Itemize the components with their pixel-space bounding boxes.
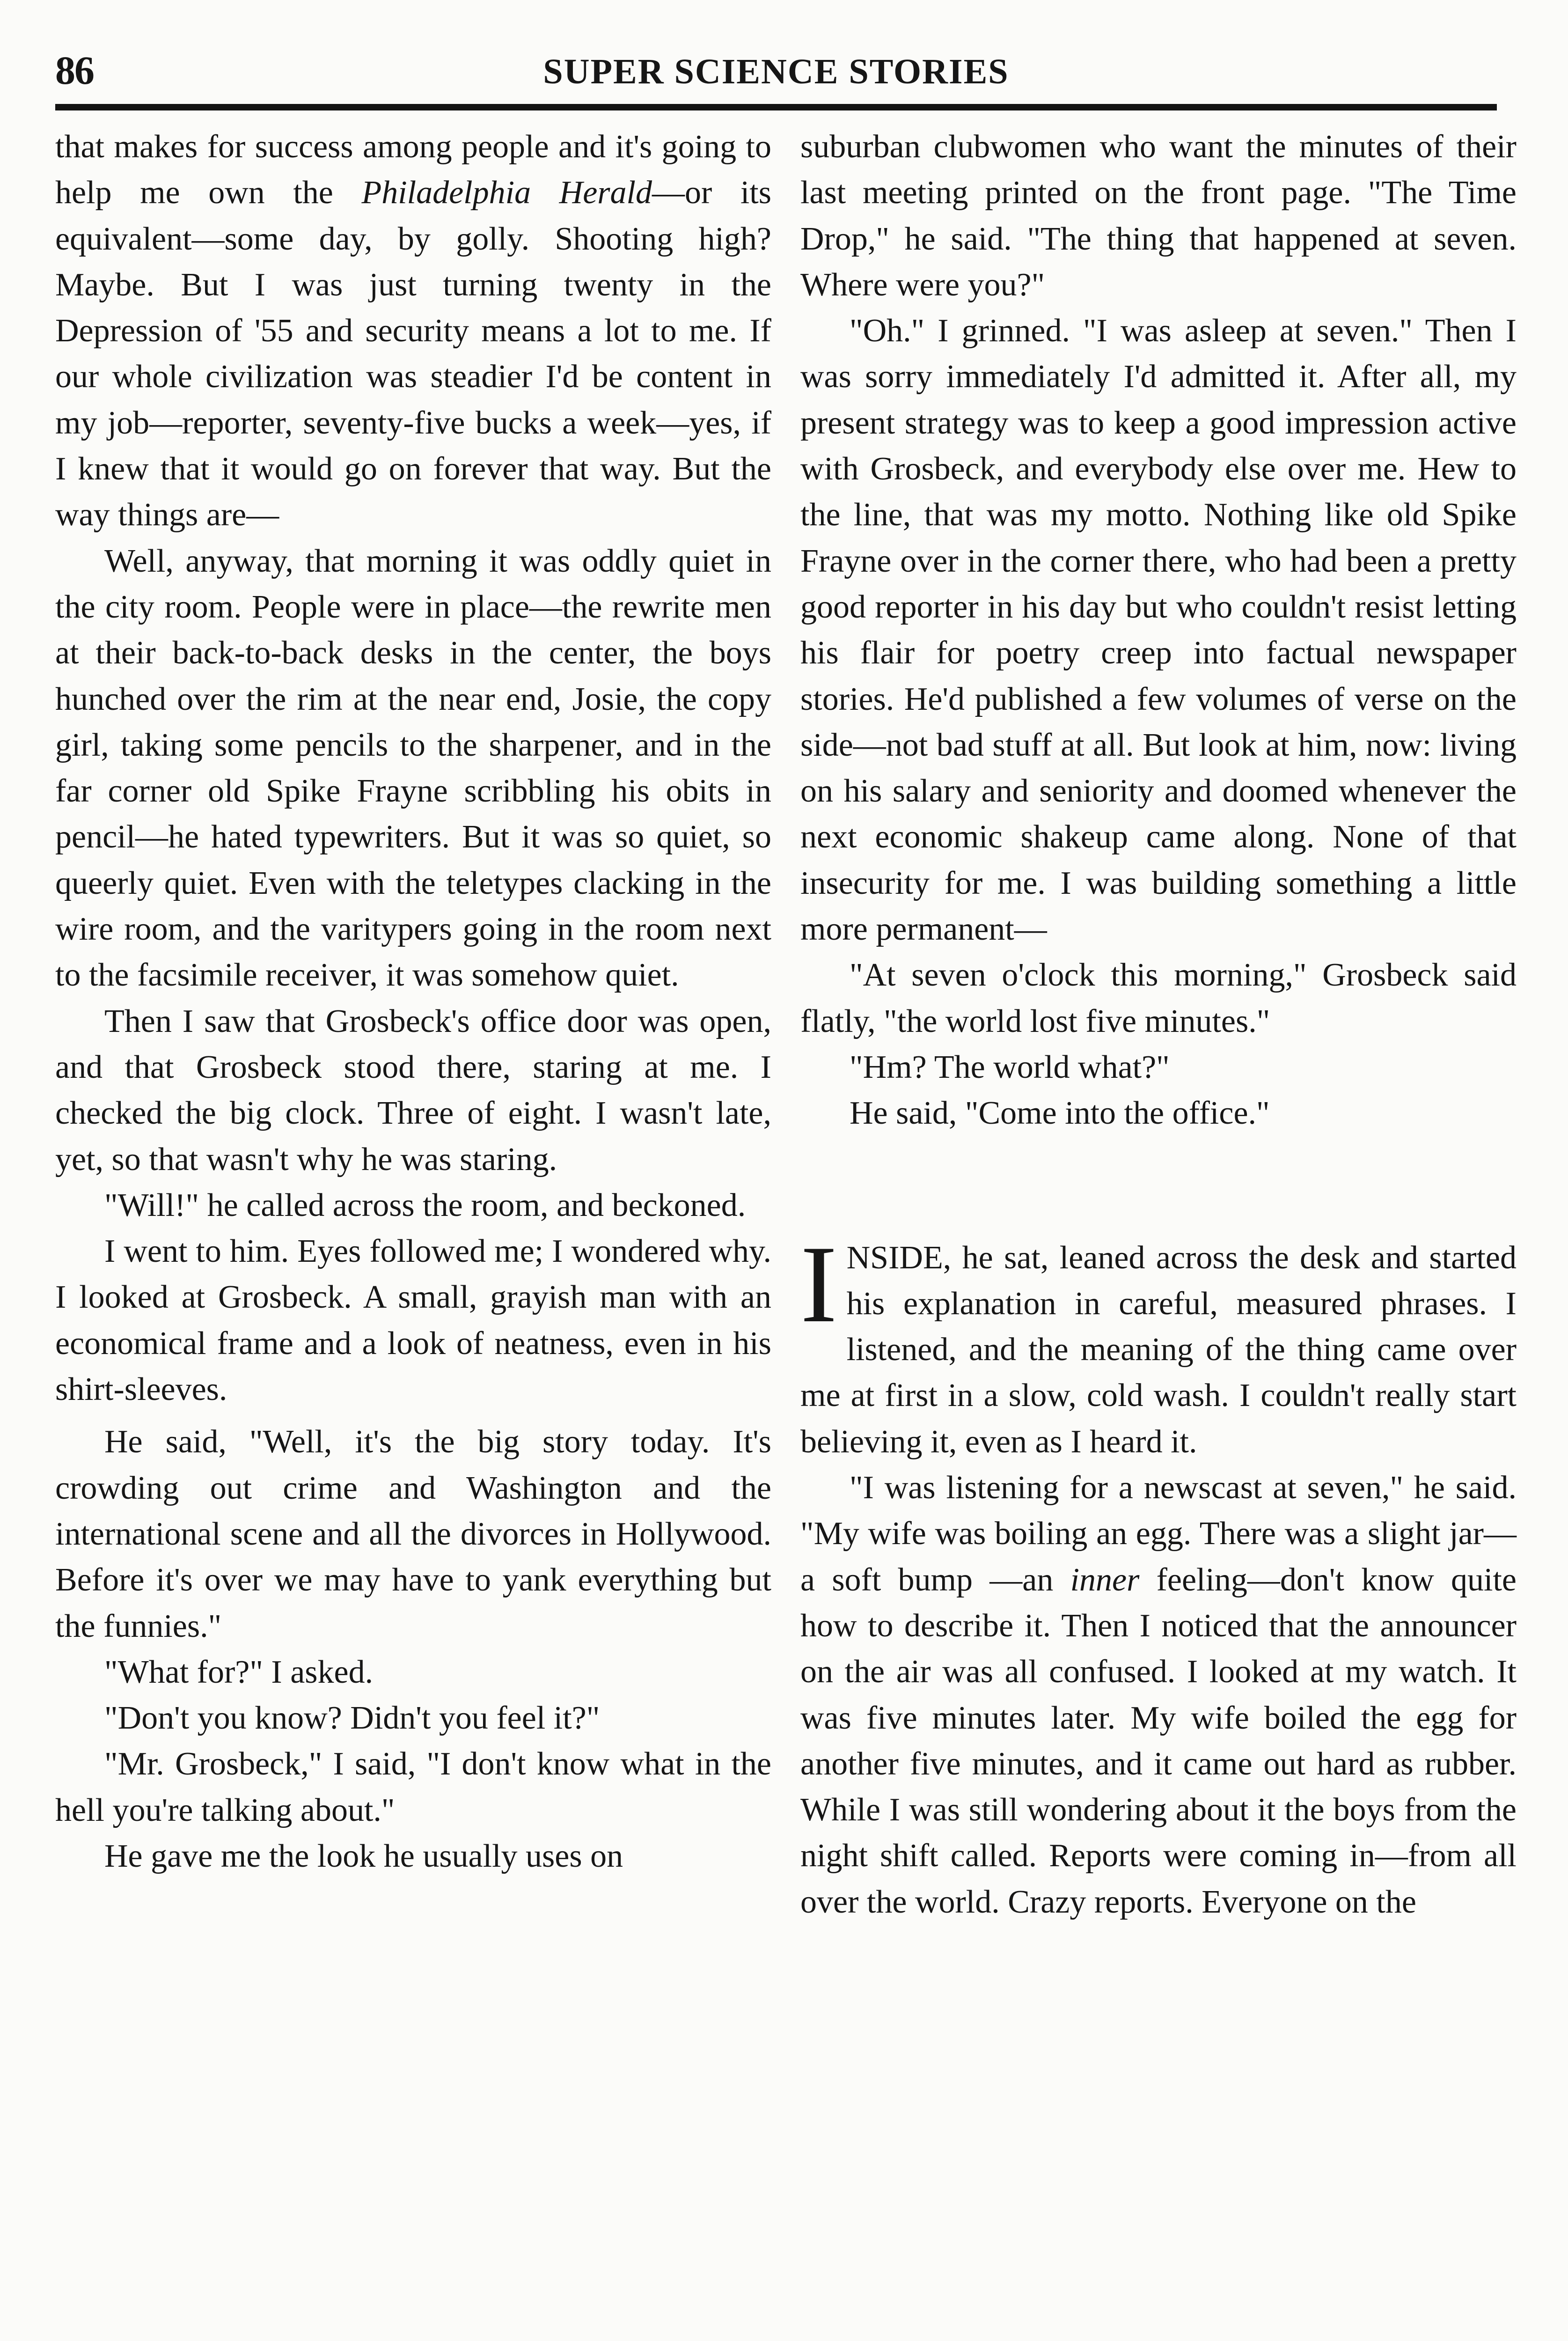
paragraph: "Hm? The world what?" [850, 1049, 1170, 1085]
text-run: that makes for success among people and it's going to help me own the [55, 129, 771, 211]
paragraph: I went to him. Eyes followed me; I wondered why. I looked at Grosbeck. A small, grayish man with an economical frame and a look of neatness, even in his shirt-sleeves. [55, 1233, 771, 1408]
paragraph: "Don't you know? Didn't you feel it?" [104, 1700, 600, 1737]
paragraph: He gave me the look he usually uses on [104, 1838, 623, 1874]
paragraph: "Oh." I grinned. "I was asleep at seven." Then I was sorry immediately I'd admitted it. After all, my present strategy was to keep a good impression active with Grosbeck, and everybody else over me. Hew to the line, that was my motto. Nothing like old Spike Frayne over in the corner there, who had been a pretty good reporter in his day but who couldn't resist letting his flair for poetry creep into factual newspaper stories. He'd published a few volumes of verse on the side—not bad stuff at all. But look at him, now: living on his salary and seniority and doomed whenever the next economic shakeup came along. None of that insecurity for me. I was building something a little more permanent— [800, 313, 1517, 948]
section-break [800, 1137, 1517, 1235]
paragraph: He said, "Come into the office." [850, 1095, 1270, 1132]
paragraph: Then I saw that Grosbeck's office door was open, and that Grosbeck stood there, staring at me. I checked the big clock. Three of eight. I wasn't late, yet, so that wasn't why he was staring. [55, 1003, 771, 1178]
running-head: SUPER SCIENCE STORIES [543, 52, 1009, 91]
right-column [800, 124, 1517, 1925]
text-run: —or its equivalent—some day, by golly. Shooting high? Maybe. But I was just turning twenty in the Depression of '55 and security means a lot to me. If our whole civilization was steadier I'd be content in my job—reporter, seventy-five bucks a week—yes, if I knew that it would go on forever that way. But the way things are— [55, 175, 772, 533]
paragraph: "Mr. Grosbeck," I said, "I don't know what in the hell you're talking about." [55, 1746, 771, 1828]
paragraph [55, 124, 771, 538]
paragraph: suburban clubwomen who want the minutes of their last meeting printed on the front page. "The Time Drop," he said. "The thing that happened at seven. Where were you?" [800, 129, 1517, 303]
italic-run: Philadelphia Herald [361, 175, 652, 211]
page-number: 86 [55, 48, 94, 93]
italic-run: inner [1070, 1561, 1140, 1598]
paragraph: "Will!" he called across the room, and beckoned. [104, 1187, 746, 1223]
text-run: "I was listening for a newscast at seven," he said. "My wife was boiling an egg. There was a slight jar—a soft bump —an [800, 1470, 1517, 1598]
text-run: NSIDE, he sat, leaned across the desk and started his explanation in careful, measured phrases. I listened, and the meaning of the thing came over me at first in a slow, cold wash. I couldn't really start believing it, even as I heard it. [800, 1239, 1517, 1460]
paragraph: Well, anyway, that morning it was oddly quiet in the city room. People were in place—the rewrite men at their back-to-back desks in the center, the boys hunched over the rim at the near end, Josie, the copy girl, taking some pencils to the sharpener, and in the far corner old Spike Frayne scribbling his obits in pencil—he hated typewriters. But it was so quiet, so queerly quiet. Even with the teletypes clacking in the wire room, and the varitypers going in the room next to the facsimile receiver, it was somehow quiet. [55, 543, 771, 994]
paragraph: He said, "Well, it's the big story today. It's crowding out crime and Washington and the international scene and all the divorces in Hollywood. Before it's over we may have to yank everything but the funnies." [55, 1424, 771, 1644]
text-run: feeling—don't know quite how to describe it. Then I noticed that the announcer on the air was all confused. I looked at my watch. It was five minutes later. My wife boiled the egg for another five minutes, and it came out hard as rubber. While I was still wondering about it the boys from the night shift called. Reports were coming in—from all over the world. Crazy reports. Everyone on the [800, 1561, 1517, 1920]
page-header [55, 47, 1497, 103]
drop-cap: I [800, 1223, 837, 1346]
paragraph [800, 1465, 1517, 1925]
left-column [55, 124, 771, 1879]
paragraph: "At seven o'clock this morning," Grosbeck said flatly, "the world lost five minutes." [800, 957, 1517, 1039]
paragraph: "What for?" I asked. [104, 1654, 374, 1690]
paragraph [800, 1223, 1517, 1465]
header-rule [55, 104, 1497, 110]
